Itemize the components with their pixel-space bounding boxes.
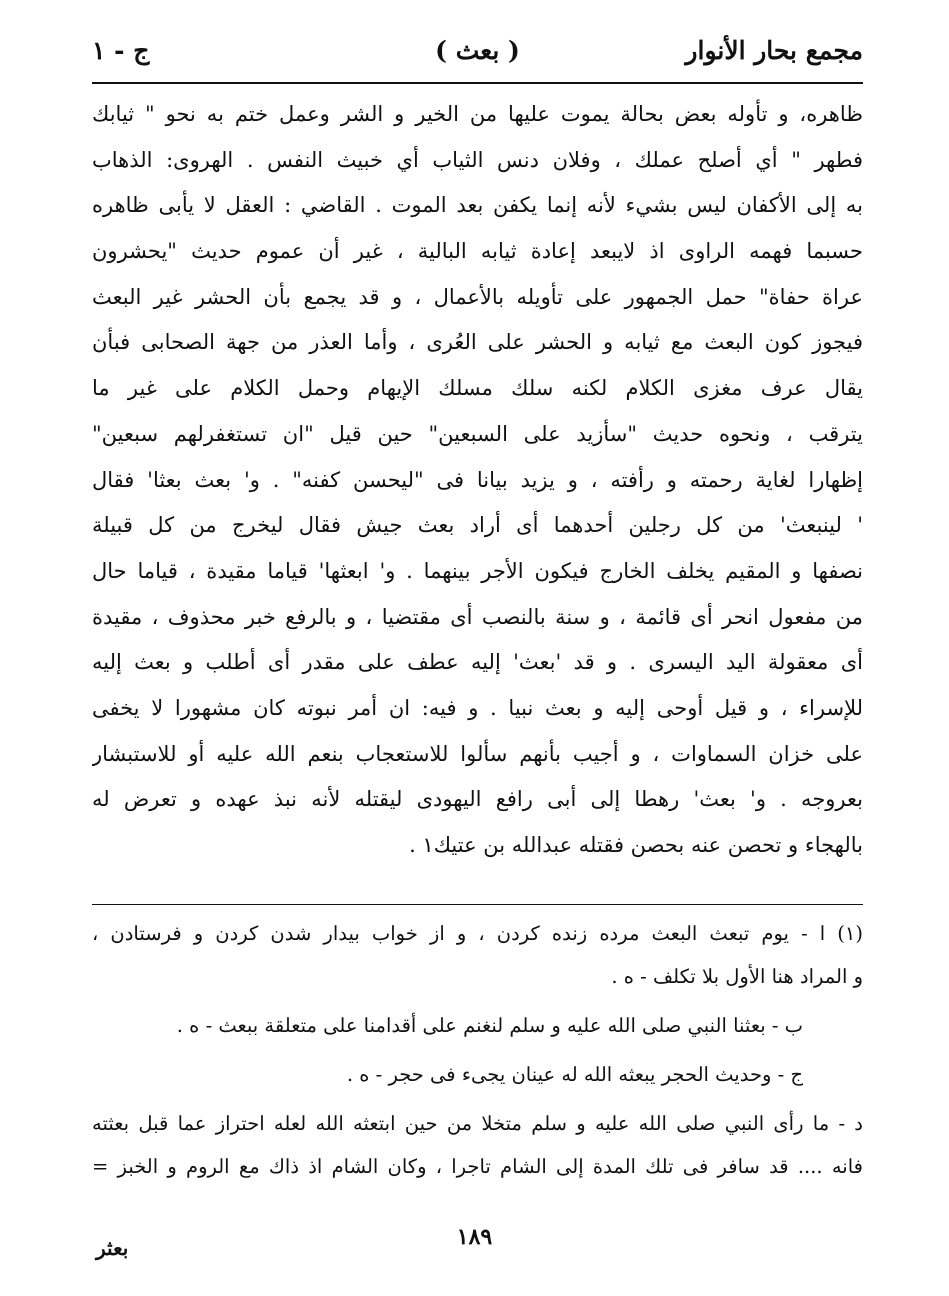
footnotes (92, 912, 863, 1188)
footnote-line: فانه .... قد سافر فى تلك المدة إلى الشام تاجرا ، وكان الشام اذ ذاك مع الروم و الخبز = (92, 1155, 863, 1178)
text-line: على خزان السماوات ، و أجيب بأنهم سألوا للاستعجاب بنعم الله عليه أو للاستبشار (92, 741, 863, 766)
footnote-line: د - ما رأى النبي صلى الله عليه و سلم متخلا من حين ابتعثه الله لعله احتراز عما قبل بعثته (92, 1112, 863, 1135)
text-line: يترقب ، ونحوه حديث "سأزيد على السبعين" حين قيل "ان تستغفرلهم سبعين" (92, 421, 863, 446)
header-divider (92, 82, 863, 84)
text-line: حسبما فهمه الراوى اذ لايبعد إعادة ثيابه البالية ، غير أن عموم حديث "يحشرون (92, 239, 863, 264)
text-line: بالهجاء و تحصن عنه بحصن فقتله عبدالله بن عتيك١ . (409, 833, 863, 857)
text-line: فيجوز كون البعث مع ثيابه و الحشر على العُرى ، وأما العذر من جهة الصحابى فبأن (92, 330, 863, 355)
main-text (92, 92, 863, 869)
footnote-line: ب - بعثنا النبي صلى الله عليه و سلم لنغنم على أقدامنا على متعلقة ببعث - ه . (176, 1014, 803, 1037)
text-line: ' لينبعث' من كل رجلين أحدهما أى أراد بعث جيش فقال ليخرج من كل قبيلة (92, 513, 863, 538)
page-number: ١٨٩ (456, 1224, 493, 1250)
text-line: للإسراء ، و قيل أوحى إليه و بعث نبيا . و فيه: ان أمر نبوته كان مشهورا لا يخفى (92, 695, 863, 720)
text-line: بعروجه . و' بعث' رهطا إلى أبى رافع اليهودى ليقتله لأنه نبذ عهده و تعرض له (92, 787, 863, 812)
text-line: من مفعول انحر أى قائمة ، و سنة بالنصب أى مقتضيا ، و بالرفع خبر محذوف ، مقيدة (92, 604, 863, 629)
volume-number: ج - ١ (92, 36, 150, 65)
text-line: نصفها و المقيم يخلف الخارج فيكون الأجر بينهما . و' ابعثها' قياما مقيدة ، قياما حال (92, 558, 863, 583)
entry-heading: ( بعث ) (435, 36, 520, 65)
footnote-line: (١) ا - يوم تبعث البعث مرده زنده كردن ، و از خواب بيدار شدن كردن و فرستادن ، (92, 922, 863, 945)
running-header (92, 30, 863, 76)
book-title: مجمع بحار الأنوار (685, 36, 863, 65)
text-line: ظاهره، و تأوله بعض بحالة يموت عليها من الخير و الشر وعمل ختم به نحو " ثيابك (92, 102, 863, 126)
text-line: فطهر " أي أصلح عملك ، وفلان دنس الثياب أي خبيث النفس . الهروى: الذهاب (92, 147, 863, 172)
text-line: به إلى الأكفان ليس بشيء لأنه إنما يكفن بعد الموت . القاضي : العقل لا يأبى ظاهره (92, 193, 863, 218)
text-line: عراة حفاة" حمل الجمهور على تأويله بالأعمال ، و قد يجمع بأن الحشر غير البعث (92, 284, 863, 309)
footnote-line: ج - وحديث الحجر يبعثه الله له عينان يجىء فى حجر - ه . (346, 1063, 803, 1086)
catchword: بعثر (96, 1236, 129, 1260)
text-line: إظهارا لغاية رحمته و رأفته ، و يزيد بيانا فى "ليحسن كفنه" . و' بعث بعثا' فقال (92, 467, 863, 492)
text-line: أى معقولة اليد اليسرى . و قد 'بعث' إليه عطف على مقدر أى أطلب و بعث إليه (92, 650, 863, 675)
footnote-divider (92, 904, 863, 905)
footnote-line: و المراد هنا الأول بلا تكلف - ه . (611, 965, 863, 988)
text-line: يقال عرف مغزى الكلام لكنه سلك مسلك الإيهام وحمل الكلام على غير ما (92, 376, 863, 401)
